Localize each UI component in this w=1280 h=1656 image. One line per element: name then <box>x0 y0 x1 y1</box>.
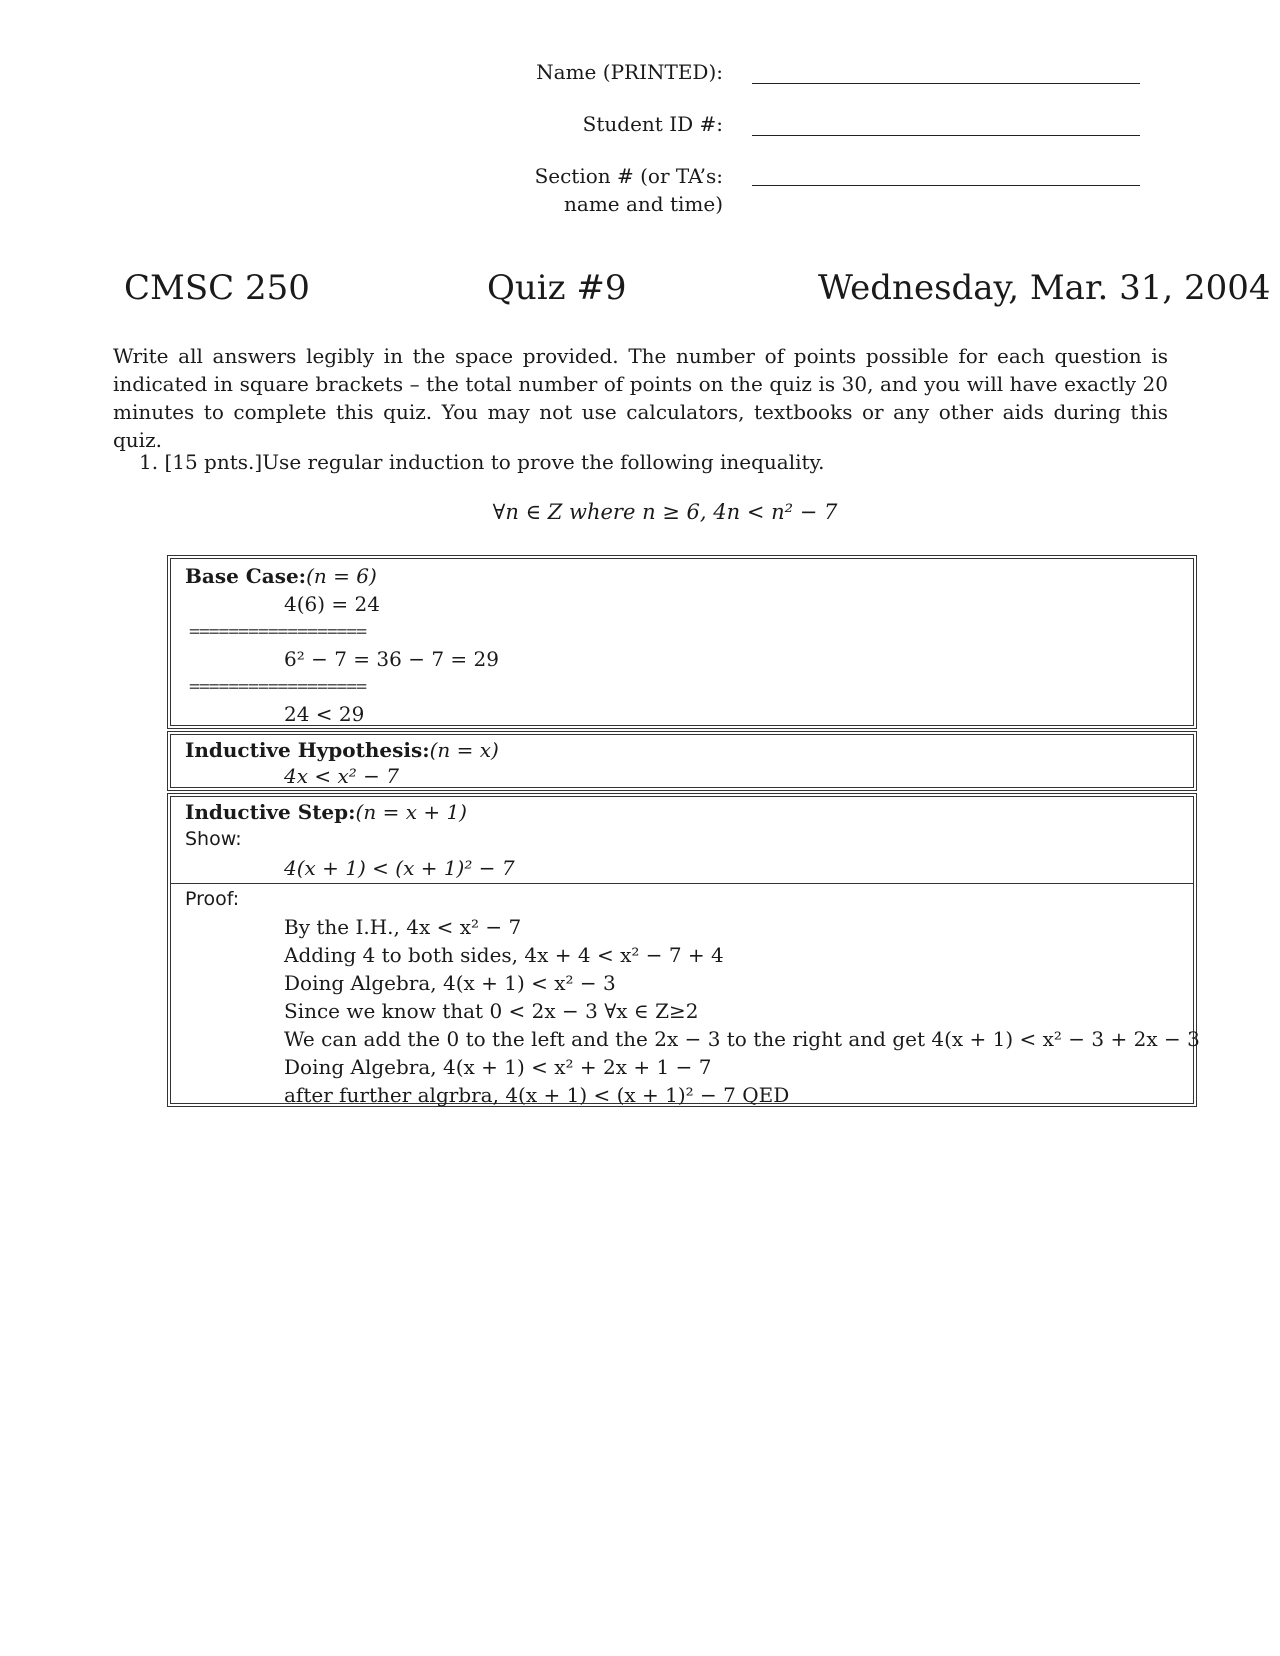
hypothesis-line-1: 4x < x² − 7 <box>284 764 399 788</box>
step-divider <box>171 883 1193 884</box>
base-case-heading: Base Case:(n = 6) <box>185 564 377 588</box>
section-label-line1: Section # (or TA’s: <box>534 164 723 188</box>
name-label: Name (PRINTED): <box>536 60 723 84</box>
proof-line-4: Since we know that 0 < 2x − 3 ∀x ∈ Z≥2 <box>284 999 699 1023</box>
hypothesis-heading: Inductive Hypothesis:(n = x) <box>185 738 499 762</box>
step-heading: Inductive Step:(n = x + 1) <box>185 800 467 824</box>
proof-line-6: Doing Algebra, 4(x + 1) < x² + 2x + 1 − 7 <box>284 1055 712 1079</box>
step-show-line: 4(x + 1) < (x + 1)² − 7 <box>284 856 515 880</box>
section-row <box>0 162 1280 222</box>
student-id-label: Student ID #: <box>582 112 723 136</box>
student-id-row <box>0 110 1280 150</box>
name-blank-line <box>752 83 1140 84</box>
base-case-separator-2: ================== <box>189 676 367 697</box>
question-1: 1. [15 pnts.]Use regular induction to prove the following inequality. <box>139 450 825 474</box>
base-case-box <box>167 555 1197 729</box>
section-label-line2: name and time) <box>564 192 723 216</box>
section-blank-line <box>752 185 1140 186</box>
proof-line-1: By the I.H., 4x < x² − 7 <box>284 915 522 939</box>
question-1-formula: ∀n ∈ Z where n ≥ 6, 4n < n² − 7 <box>492 500 838 524</box>
proof-line-7: after further algrbra, 4(x + 1) < (x + 1)² − 7 QED <box>284 1083 790 1107</box>
instructions: Write all answers legibly in the space provided. The number of points possible for each question is indicated in square brackets – the total number of points on the quiz is 30, and you will have exactly 20 minutes to complete this quiz. You may not use calculators, textbooks or any other aids during this quiz. <box>113 344 1168 452</box>
student-id-blank-line <box>752 135 1140 136</box>
base-case-separator-1: ================== <box>189 621 367 642</box>
inductive-step-box <box>167 793 1200 1107</box>
proof-line-5: We can add the 0 to the left and the 2x − 3 to the right and get 4(x + 1) < x² − 3 + 2x − 3 <box>284 1027 1200 1051</box>
quiz-date: Wednesday, Mar. 31, 2004 <box>818 268 1271 308</box>
proof-line-2: Adding 4 to both sides, 4x + 4 < x² − 7 + 4 <box>284 943 724 967</box>
step-proof-label: Proof: <box>185 888 240 910</box>
name-row <box>0 58 1280 98</box>
proof-line-3: Doing Algebra, 4(x + 1) < x² − 3 <box>284 971 616 995</box>
step-show-label: Show: <box>185 828 242 850</box>
course-title: CMSC 250 <box>124 268 310 308</box>
base-case-line-1: 4(6) = 24 <box>284 592 380 616</box>
base-case-line-2: 6² − 7 = 36 − 7 = 29 <box>284 647 499 671</box>
base-case-line-3: 24 < 29 <box>284 702 365 726</box>
quiz-title: Quiz #9 <box>487 268 627 308</box>
hypothesis-box <box>167 731 1197 791</box>
